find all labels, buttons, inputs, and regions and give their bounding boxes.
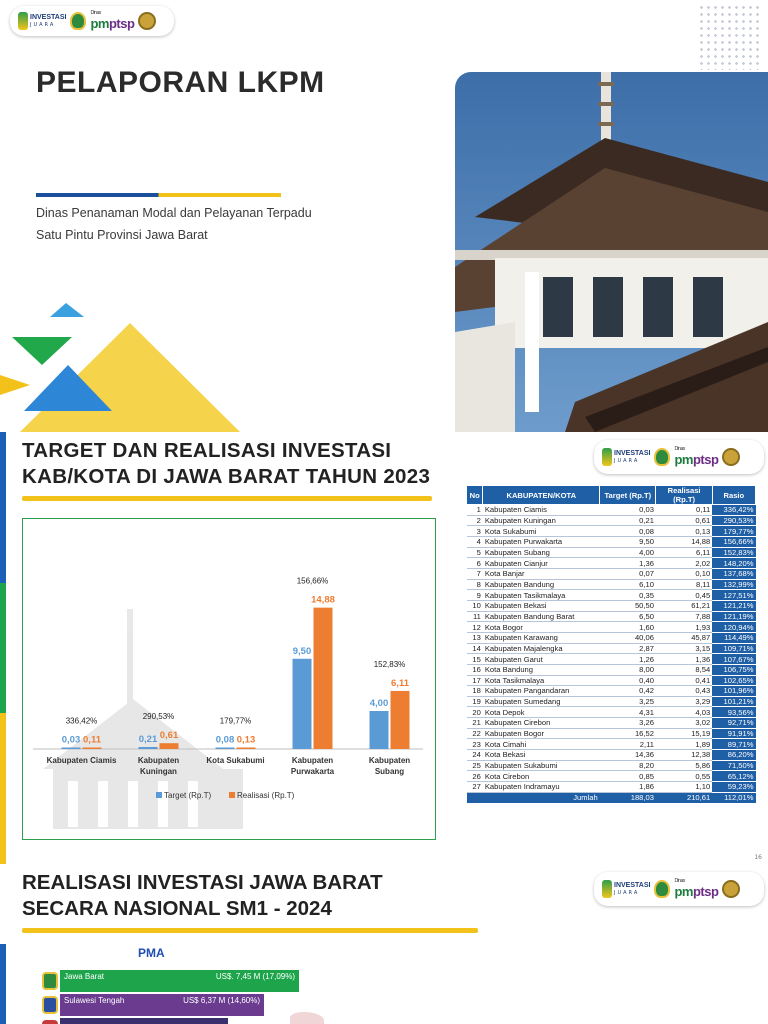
table-header-row xyxy=(467,486,756,505)
row-realisasi: 8,11 xyxy=(656,579,712,590)
table-row xyxy=(467,750,756,761)
row-rasio: 89,71% xyxy=(712,739,755,750)
row-rasio: 101,96% xyxy=(712,686,755,697)
page-number: 16 xyxy=(754,854,762,861)
row-realisasi: 0,43 xyxy=(656,686,712,697)
row-region: Kabupaten Ciamis xyxy=(483,505,600,516)
total-target: 188,03 xyxy=(600,792,656,803)
row-region: Kabupaten Sukabumi xyxy=(483,760,600,771)
row-target: 0,42 xyxy=(600,686,656,697)
row-rasio: 86,20% xyxy=(712,750,755,761)
row-rasio: 92,71% xyxy=(712,718,755,729)
row-region: Kabupaten Sumedang xyxy=(483,696,600,707)
category-label: Subang xyxy=(374,767,405,776)
row-region: Kota Bogor xyxy=(483,622,600,633)
row-region: Kota Cimahi xyxy=(483,739,600,750)
row-realisasi: 15,19 xyxy=(656,728,712,739)
table-row xyxy=(467,718,756,729)
row-realisasi: 6,11 xyxy=(656,547,712,558)
row-no: 22 xyxy=(467,728,483,739)
col-header-no: No xyxy=(467,486,483,505)
table-total-row xyxy=(467,792,756,803)
dpmptsp-logo: Dinas pmptsp xyxy=(674,878,719,899)
row-no: 15 xyxy=(467,654,483,665)
investasi-juara-logo: INVESTASI JUARA xyxy=(602,448,650,466)
data-label: 0,03 xyxy=(61,734,81,746)
row-region: Kabupaten Bogor xyxy=(483,728,600,739)
row-target: 0,85 xyxy=(600,771,656,782)
row-rasio: 71,50% xyxy=(712,760,755,771)
row-region: Kabupaten Bandung Barat xyxy=(483,611,600,622)
row-target: 3,26 xyxy=(600,718,656,729)
table-row xyxy=(467,505,756,516)
row-rasio: 156,66% xyxy=(712,536,755,547)
row-realisasi: 0,13 xyxy=(656,526,712,537)
total-label: Jumlah xyxy=(467,792,600,803)
row-region: Kota Cirebon xyxy=(483,771,600,782)
row-no: 8 xyxy=(467,579,483,590)
table-row xyxy=(467,696,756,707)
row-realisasi: 0,61 xyxy=(656,515,712,526)
row-target: 0,08 xyxy=(600,526,656,537)
dpmptsp-logo: Dinas pmptsp xyxy=(90,10,135,31)
row-rasio: 121,21% xyxy=(712,600,755,611)
page-title: PELAPORAN LKPM xyxy=(36,66,325,99)
row-realisasi: 0,55 xyxy=(656,771,712,782)
data-label: 4,00 xyxy=(369,698,389,709)
row-no: 16 xyxy=(467,664,483,675)
col-header-region: KABUPATEN/KOTA xyxy=(483,486,600,505)
row-region: Kabupaten Purwakarta xyxy=(483,536,600,547)
row-rasio: 65,12% xyxy=(712,771,755,782)
row-realisasi: 45,87 xyxy=(656,632,712,643)
row-no: 24 xyxy=(467,750,483,761)
total-rasio: 112,01% xyxy=(712,792,755,803)
table-row xyxy=(467,686,756,697)
ratio-label: 156,66% xyxy=(296,576,329,586)
row-target: 4,00 xyxy=(600,547,656,558)
row-region: Kabupaten Bekasi xyxy=(483,600,600,611)
table-row xyxy=(467,590,756,601)
row-no: 23 xyxy=(467,739,483,750)
page-subtitle: Dinas Penanaman Modal dan Pelayanan Terpadu Satu Pintu Provinsi Jawa Barat xyxy=(36,206,312,242)
bar-target xyxy=(293,659,312,749)
category-label: Kuningan xyxy=(140,767,177,776)
legend-label: Target (Rp.T) xyxy=(164,791,212,800)
row-region: Kabupaten Tasikmalaya xyxy=(483,590,600,601)
row-target: 0,40 xyxy=(600,675,656,686)
data-label: 9,50 xyxy=(292,645,312,657)
gedung-sate-photo xyxy=(455,72,768,432)
province-emblem-icon xyxy=(42,1020,58,1024)
table-row xyxy=(467,568,756,579)
table-row xyxy=(467,675,756,686)
award-seal-icon xyxy=(722,880,740,898)
row-rasio: 101,21% xyxy=(712,696,755,707)
row-target: 40,06 xyxy=(600,632,656,643)
section-title: TARGET DAN REALISASI INVESTASI KAB/KOTA DI JAWA BARAT TAHUN 2023 xyxy=(22,439,431,488)
slide-realisasi-nasional xyxy=(0,864,768,1024)
row-target: 0,07 xyxy=(600,568,656,579)
category-label: Kota Sukabumi xyxy=(206,756,265,765)
total-realisasi: 210,61 xyxy=(656,792,712,803)
row-rasio: 59,23% xyxy=(712,782,755,793)
table-row xyxy=(467,632,756,643)
section-title: REALISASI INVESTASI JAWA BARAT SECARA NASIONAL SM1 - 2024 xyxy=(22,871,383,920)
row-target: 4,31 xyxy=(600,707,656,718)
slide2-logos xyxy=(594,440,764,474)
row-no: 5 xyxy=(467,547,483,558)
row-target: 1,26 xyxy=(600,654,656,665)
ratio-label: 336,42% xyxy=(65,716,98,726)
row-region: Kota Depok xyxy=(483,707,600,718)
triangle-decoration xyxy=(0,295,260,432)
table-row xyxy=(467,771,756,782)
row-realisasi: 12,38 xyxy=(656,750,712,761)
row-realisasi: 3,15 xyxy=(656,643,712,654)
bar-realisasi xyxy=(391,691,410,749)
ratio-label: 179,77% xyxy=(219,716,252,726)
row-target: 0,21 xyxy=(600,515,656,526)
row-no: 26 xyxy=(467,771,483,782)
category-label: Kabupaten Ciamis xyxy=(46,756,117,765)
row-no: 25 xyxy=(467,760,483,771)
row-no: 14 xyxy=(467,643,483,654)
table-row xyxy=(467,760,756,771)
bar-chart-panel xyxy=(22,518,436,840)
ratio-label: 152,83% xyxy=(373,659,406,669)
row-rasio: 336,42% xyxy=(712,505,755,516)
row-rasio: 93,56% xyxy=(712,707,755,718)
pma-label: PMA xyxy=(138,946,165,960)
data-label: 0,13 xyxy=(236,734,256,746)
row-target: 1,86 xyxy=(600,782,656,793)
bar-realisasi xyxy=(237,748,256,750)
row-region: Kabupaten Subang xyxy=(483,547,600,558)
row-target: 8,00 xyxy=(600,664,656,675)
data-label: 0,08 xyxy=(215,734,235,746)
row-target: 0,35 xyxy=(600,590,656,601)
table-row xyxy=(467,728,756,739)
row-rasio: 132,99% xyxy=(712,579,755,590)
row-realisasi: 14,88 xyxy=(656,536,712,547)
row-target: 8,20 xyxy=(600,760,656,771)
category-label: Kabupaten xyxy=(291,756,334,765)
sulteng-emblem-icon xyxy=(42,996,58,1014)
table-row xyxy=(467,611,756,622)
pma-bar: Sulawesi Tengah US$ 6,37 M (14,60%) xyxy=(60,994,264,1016)
row-no: 12 xyxy=(467,622,483,633)
award-seal-icon xyxy=(138,12,156,30)
data-label: 0,11 xyxy=(83,734,101,746)
row-region: Kabupaten Cianjur xyxy=(483,558,600,569)
table-row xyxy=(467,526,756,537)
jabar-emblem-icon xyxy=(654,880,670,898)
table-row xyxy=(467,579,756,590)
table-row xyxy=(467,643,756,654)
row-realisasi: 0,10 xyxy=(656,568,712,579)
legend-swatch xyxy=(156,792,162,798)
row-realisasi: 0,45 xyxy=(656,590,712,601)
bar-target xyxy=(139,747,158,749)
investment-table xyxy=(466,485,756,803)
title-underline xyxy=(22,928,478,933)
row-realisasi: 1,10 xyxy=(656,782,712,793)
row-no: 9 xyxy=(467,590,483,601)
data-label: 0,21 xyxy=(138,734,158,746)
row-realisasi: 2,02 xyxy=(656,558,712,569)
row-target: 1,60 xyxy=(600,622,656,633)
side-color-bar xyxy=(0,944,6,1024)
category-label: Purwakarta xyxy=(290,767,335,776)
row-rasio: 137,68% xyxy=(712,568,755,579)
row-region: Kabupaten Garut xyxy=(483,654,600,665)
map-decoration xyxy=(290,1012,324,1024)
row-realisasi: 4,03 xyxy=(656,707,712,718)
title-divider xyxy=(36,193,281,197)
row-region: Kabupaten Karawang xyxy=(483,632,600,643)
row-no: 4 xyxy=(467,536,483,547)
dpmptsp-logo: Dinas pmptsp xyxy=(674,446,719,467)
row-target: 2,87 xyxy=(600,643,656,654)
row-realisasi: 0,41 xyxy=(656,675,712,686)
table-row xyxy=(467,707,756,718)
row-target: 2,11 xyxy=(600,739,656,750)
bar-realisasi xyxy=(83,748,102,750)
slide-pelaporan-lkpm xyxy=(0,0,768,432)
row-rasio: 127,51% xyxy=(712,590,755,601)
row-realisasi: 1,93 xyxy=(656,622,712,633)
data-label: 0,61 xyxy=(159,730,179,742)
pma-row-jawa-barat xyxy=(42,970,299,992)
col-header-rasio: Rasio xyxy=(712,486,755,505)
row-no: 11 xyxy=(467,611,483,622)
title-underline xyxy=(22,496,432,501)
row-region: Kota Banjar xyxy=(483,568,600,579)
table-row xyxy=(467,654,756,665)
row-target: 3,25 xyxy=(600,696,656,707)
row-no: 13 xyxy=(467,632,483,643)
table-row xyxy=(467,558,756,569)
row-region: Kota Bandung xyxy=(483,664,600,675)
pma-bar: Jawa Barat US$. 7,45 M (17,09%) xyxy=(60,970,299,992)
jabar-emblem-icon xyxy=(654,448,670,466)
row-realisasi: 0,11 xyxy=(656,505,712,516)
row-realisasi: 3,02 xyxy=(656,718,712,729)
row-no: 6 xyxy=(467,558,483,569)
category-label: Kabupaten xyxy=(137,756,180,765)
row-region: Kabupaten Cirebon xyxy=(483,718,600,729)
row-target: 0,03 xyxy=(600,505,656,516)
row-rasio: 121,19% xyxy=(712,611,755,622)
row-no: 18 xyxy=(467,686,483,697)
row-target: 6,10 xyxy=(600,579,656,590)
row-rasio: 107,67% xyxy=(712,654,755,665)
jabar-emblem-icon xyxy=(70,12,86,30)
row-rasio: 114,49% xyxy=(712,632,755,643)
row-no: 2 xyxy=(467,515,483,526)
table-row xyxy=(467,622,756,633)
row-realisasi: 61,21 xyxy=(656,600,712,611)
col-header-target: Target (Rp.T) xyxy=(600,486,656,505)
slide3-logos xyxy=(594,872,764,906)
pma-row-sulawesi-tengah xyxy=(42,994,264,1016)
row-region: Kabupaten Pangandaran xyxy=(483,686,600,697)
row-region: Kabupaten Majalengka xyxy=(483,643,600,654)
side-color-bar xyxy=(0,432,6,864)
bar-chart xyxy=(23,519,434,838)
dot-pattern-decoration xyxy=(698,4,760,70)
legend-label: Realisasi (Rp.T) xyxy=(237,791,295,800)
row-no: 20 xyxy=(467,707,483,718)
table-row xyxy=(467,782,756,793)
slide-target-realisasi xyxy=(0,432,768,864)
row-region: Kabupaten Bandung xyxy=(483,579,600,590)
row-rasio: 106,75% xyxy=(712,664,755,675)
bar-target xyxy=(62,748,81,750)
row-realisasi: 8,54 xyxy=(656,664,712,675)
table-row xyxy=(467,536,756,547)
row-region: Kabupaten Indramayu xyxy=(483,782,600,793)
row-no: 1 xyxy=(467,505,483,516)
award-seal-icon xyxy=(722,448,740,466)
row-no: 21 xyxy=(467,718,483,729)
row-realisasi: 1,36 xyxy=(656,654,712,665)
pma-row-3 xyxy=(42,1018,228,1024)
table-row xyxy=(467,600,756,611)
row-no: 17 xyxy=(467,675,483,686)
bar-target xyxy=(216,748,235,750)
table-row xyxy=(467,739,756,750)
col-header-realisasi: Realisasi (Rp.T) xyxy=(656,486,712,505)
row-rasio: 152,83% xyxy=(712,547,755,558)
row-realisasi: 7,88 xyxy=(656,611,712,622)
bar-realisasi xyxy=(160,743,179,749)
row-region: Kota Sukabumi xyxy=(483,526,600,537)
row-no: 19 xyxy=(467,696,483,707)
header-logos xyxy=(10,6,174,36)
row-region: Kota Tasikmalaya xyxy=(483,675,600,686)
row-no: 7 xyxy=(467,568,483,579)
row-target: 6,50 xyxy=(600,611,656,622)
pma-bar xyxy=(60,1018,228,1024)
table-row xyxy=(467,547,756,558)
row-realisasi: 1,89 xyxy=(656,739,712,750)
row-rasio: 179,77% xyxy=(712,526,755,537)
row-rasio: 109,71% xyxy=(712,643,755,654)
row-rasio: 91,91% xyxy=(712,728,755,739)
row-rasio: 148,20% xyxy=(712,558,755,569)
investasi-juara-logo: INVESTASI JUARA xyxy=(18,12,66,30)
table-row xyxy=(467,664,756,675)
row-rasio: 102,65% xyxy=(712,675,755,686)
legend-swatch xyxy=(229,792,235,798)
row-rasio: 290,53% xyxy=(712,515,755,526)
row-no: 3 xyxy=(467,526,483,537)
data-label: 6,11 xyxy=(391,677,409,689)
ratio-label: 290,53% xyxy=(142,712,175,722)
row-no: 27 xyxy=(467,782,483,793)
row-realisasi: 5,86 xyxy=(656,760,712,771)
row-target: 50,50 xyxy=(600,600,656,611)
row-realisasi: 3,29 xyxy=(656,696,712,707)
row-target: 16,52 xyxy=(600,728,656,739)
row-region: Kabupaten Kuningan xyxy=(483,515,600,526)
row-target: 1,36 xyxy=(600,558,656,569)
row-target: 9,50 xyxy=(600,536,656,547)
row-rasio: 120,94% xyxy=(712,622,755,633)
bar-realisasi xyxy=(314,608,333,749)
jabar-emblem-icon xyxy=(42,972,58,990)
row-target: 14,36 xyxy=(600,750,656,761)
category-label: Kabupaten xyxy=(368,756,411,765)
bar-target xyxy=(370,711,389,749)
row-region: Kota Bekasi xyxy=(483,750,600,761)
row-no: 10 xyxy=(467,600,483,611)
table-row xyxy=(467,515,756,526)
data-label: 14,88 xyxy=(311,594,335,606)
investasi-juara-logo: INVESTASI JUARA xyxy=(602,880,650,898)
